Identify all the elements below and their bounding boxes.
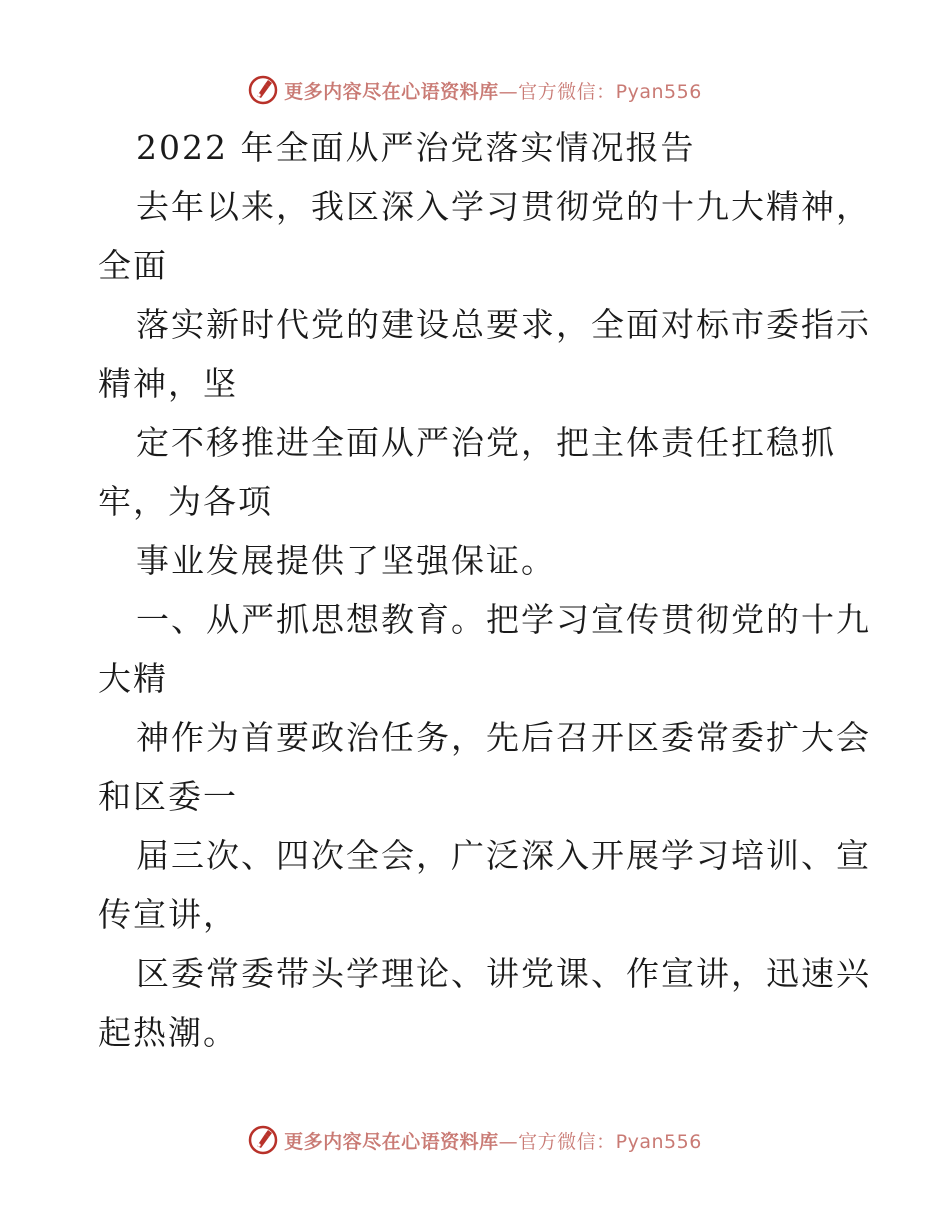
watermark-title: 更多内容尽在心语资料库	[284, 80, 499, 103]
watermark-header	[0, 70, 950, 110]
watermark-footer	[0, 1120, 950, 1160]
text-line: 起热潮。	[98, 1013, 238, 1052]
text-line: 和区委一	[98, 777, 238, 816]
text-line: 去年以来，我区深入学习贯彻党的十九大精神，	[136, 187, 871, 226]
watermark-contact: 官方微信：Pyan556	[518, 1130, 702, 1153]
document-body	[98, 118, 871, 1062]
text-line: 大精	[98, 659, 168, 698]
watermark-title: 更多内容尽在心语资料库	[284, 1130, 499, 1153]
text-line: 牢，为各项	[98, 482, 273, 521]
text-line: 事业发展提供了坚强保证。	[136, 541, 556, 580]
pen-nib-logo-icon	[248, 75, 278, 105]
text-line: 定不移推进全面从严治党，把主体责任扛稳抓	[136, 423, 836, 462]
watermark-separator: —	[498, 80, 519, 103]
text-line: 落实新时代党的建设总要求，全面对标市委指示	[136, 305, 871, 344]
watermark-text	[284, 1127, 702, 1154]
text-line: 神作为首要政治任务，先后召开区委常委扩大会	[136, 718, 871, 757]
watermark-text	[284, 77, 702, 104]
text-line: 区委常委带头学理论、讲党课、作宣讲，迅速兴	[136, 954, 871, 993]
pen-nib-logo-icon	[248, 1125, 278, 1155]
text-line: 传宣讲，	[98, 895, 238, 934]
watermark-contact: 官方微信：Pyan556	[518, 80, 702, 103]
document-title: 2022 年全面从严治党落实情况报告	[136, 128, 696, 167]
text-line: 精神，坚	[98, 364, 238, 403]
text-line: 一、从严抓思想教育。把学习宣传贯彻党的十九	[136, 600, 871, 639]
text-line: 全面	[98, 246, 168, 285]
watermark-separator: —	[498, 1130, 519, 1153]
text-line: 届三次、四次全会，广泛深入开展学习培训、宣	[136, 836, 871, 875]
